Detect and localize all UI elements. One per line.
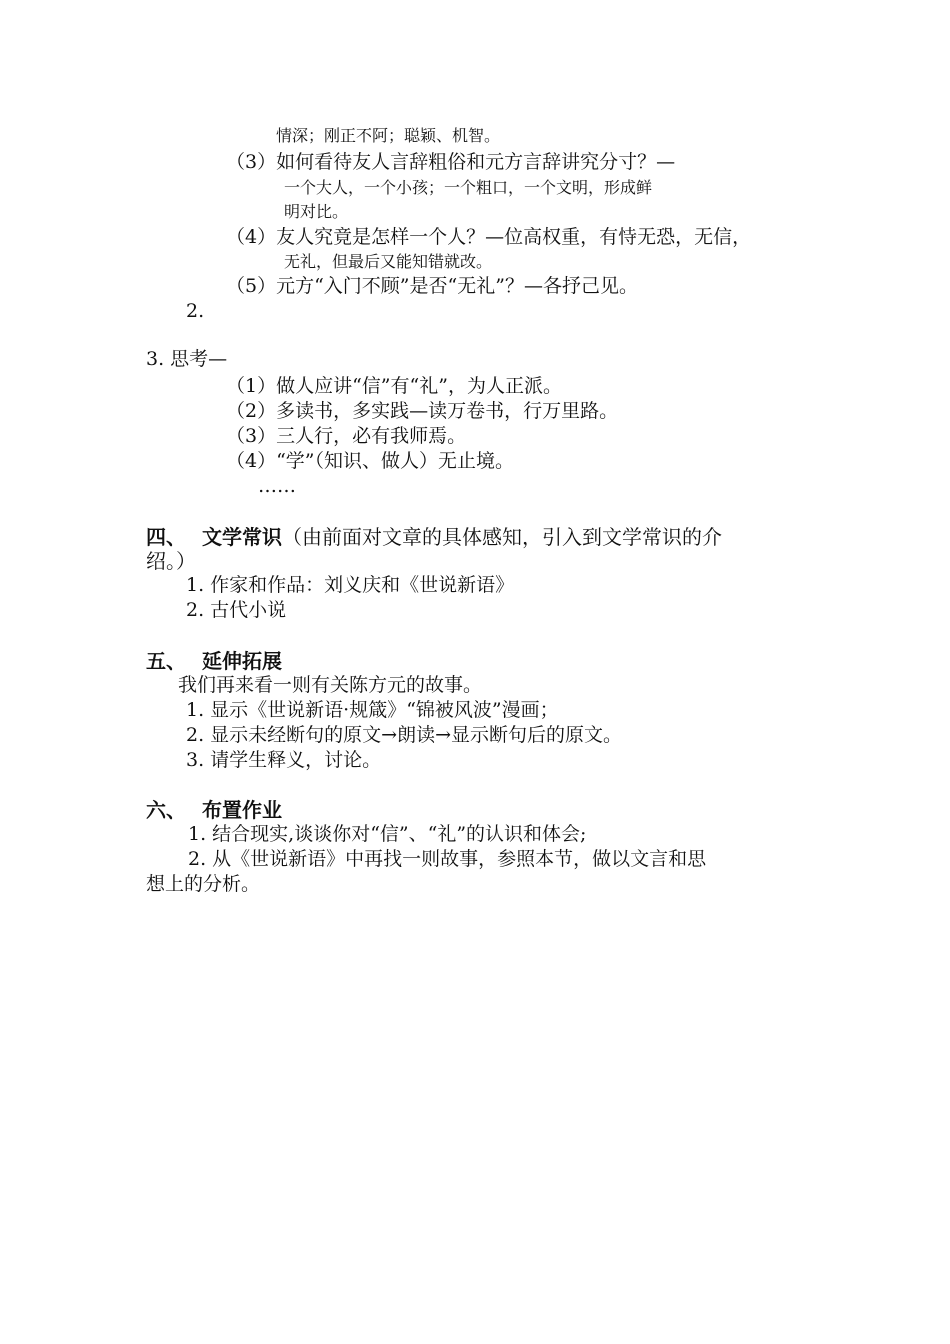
section-5-title: 延伸拓展 xyxy=(202,649,282,673)
section-4-item-1: 1. 作家和作品：刘义庆和《世说新语》 xyxy=(186,574,515,596)
section-6-heading xyxy=(146,800,282,820)
section-5-heading xyxy=(146,651,282,671)
section-4-title: 文学常识 xyxy=(202,525,282,549)
think-1: （1）做人应讲“信”有“礼”，为人正派。 xyxy=(226,375,562,397)
section-6-item-2-cont: 想上的分析。 xyxy=(146,873,261,895)
answer-4: 无礼，但最后又能知错就改。 xyxy=(284,252,493,271)
answer-3-line1: 一个大人，一个小孩；一个粗口，一个文明，形成鲜 xyxy=(284,178,653,197)
section-4-number: 四、 xyxy=(146,525,186,549)
section-6-item-2: 2. 从《世说新语》中再找一则故事，参照本节，做以文言和思 xyxy=(188,848,707,870)
section-4-item-2: 2. 古代小说 xyxy=(186,599,287,621)
think-4: （4）“学”（知识、做人）无止境。 xyxy=(226,450,515,472)
item-3-think: 3. 思考— xyxy=(146,348,228,370)
section-4-note: （由前面对文章的具体感知，引入到文学常识的介 xyxy=(282,525,722,549)
answer-continuation: 情深；刚正不阿；聪颖、机智。 xyxy=(276,126,501,145)
section-6-number: 六、 xyxy=(146,798,186,822)
item-2: 2. xyxy=(186,300,205,322)
section-5-item-3: 3. 请学生释义，讨论。 xyxy=(186,749,382,771)
question-3: （3）如何看待友人言辞粗俗和元方言辞讲究分寸？— xyxy=(226,151,676,173)
section-4-heading xyxy=(146,527,722,547)
think-3: （3）三人行，必有我师焉。 xyxy=(226,425,467,447)
question-5: （5）元方“入门不顾”是否“无礼”？—各抒己见。 xyxy=(226,275,638,297)
section-5-item-2: 2. 显示未经断句的原文→朗读→显示断句后的原文。 xyxy=(186,724,623,746)
section-6-title: 布置作业 xyxy=(202,798,282,822)
section-5-number: 五、 xyxy=(146,649,186,673)
section-5-intro: 我们再来看一则有关陈方元的故事。 xyxy=(178,674,483,696)
think-2: （2）多读书，多实践—读万卷书，行万里路。 xyxy=(226,400,619,422)
section-5-item-1: 1. 显示《世说新语·规箴》“锦被风波”漫画； xyxy=(186,699,559,721)
ellipsis: …… xyxy=(258,475,296,497)
question-4: （4）友人究竟是怎样一个人？—位高权重，有恃无恐，无信， xyxy=(226,226,752,248)
section-6-item-1: 1. 结合现实,谈谈你对“信”、“礼”的认识和体会; xyxy=(188,823,587,845)
answer-3-line2: 明对比。 xyxy=(284,202,349,221)
section-4-note-cont: 绍。） xyxy=(146,549,196,573)
